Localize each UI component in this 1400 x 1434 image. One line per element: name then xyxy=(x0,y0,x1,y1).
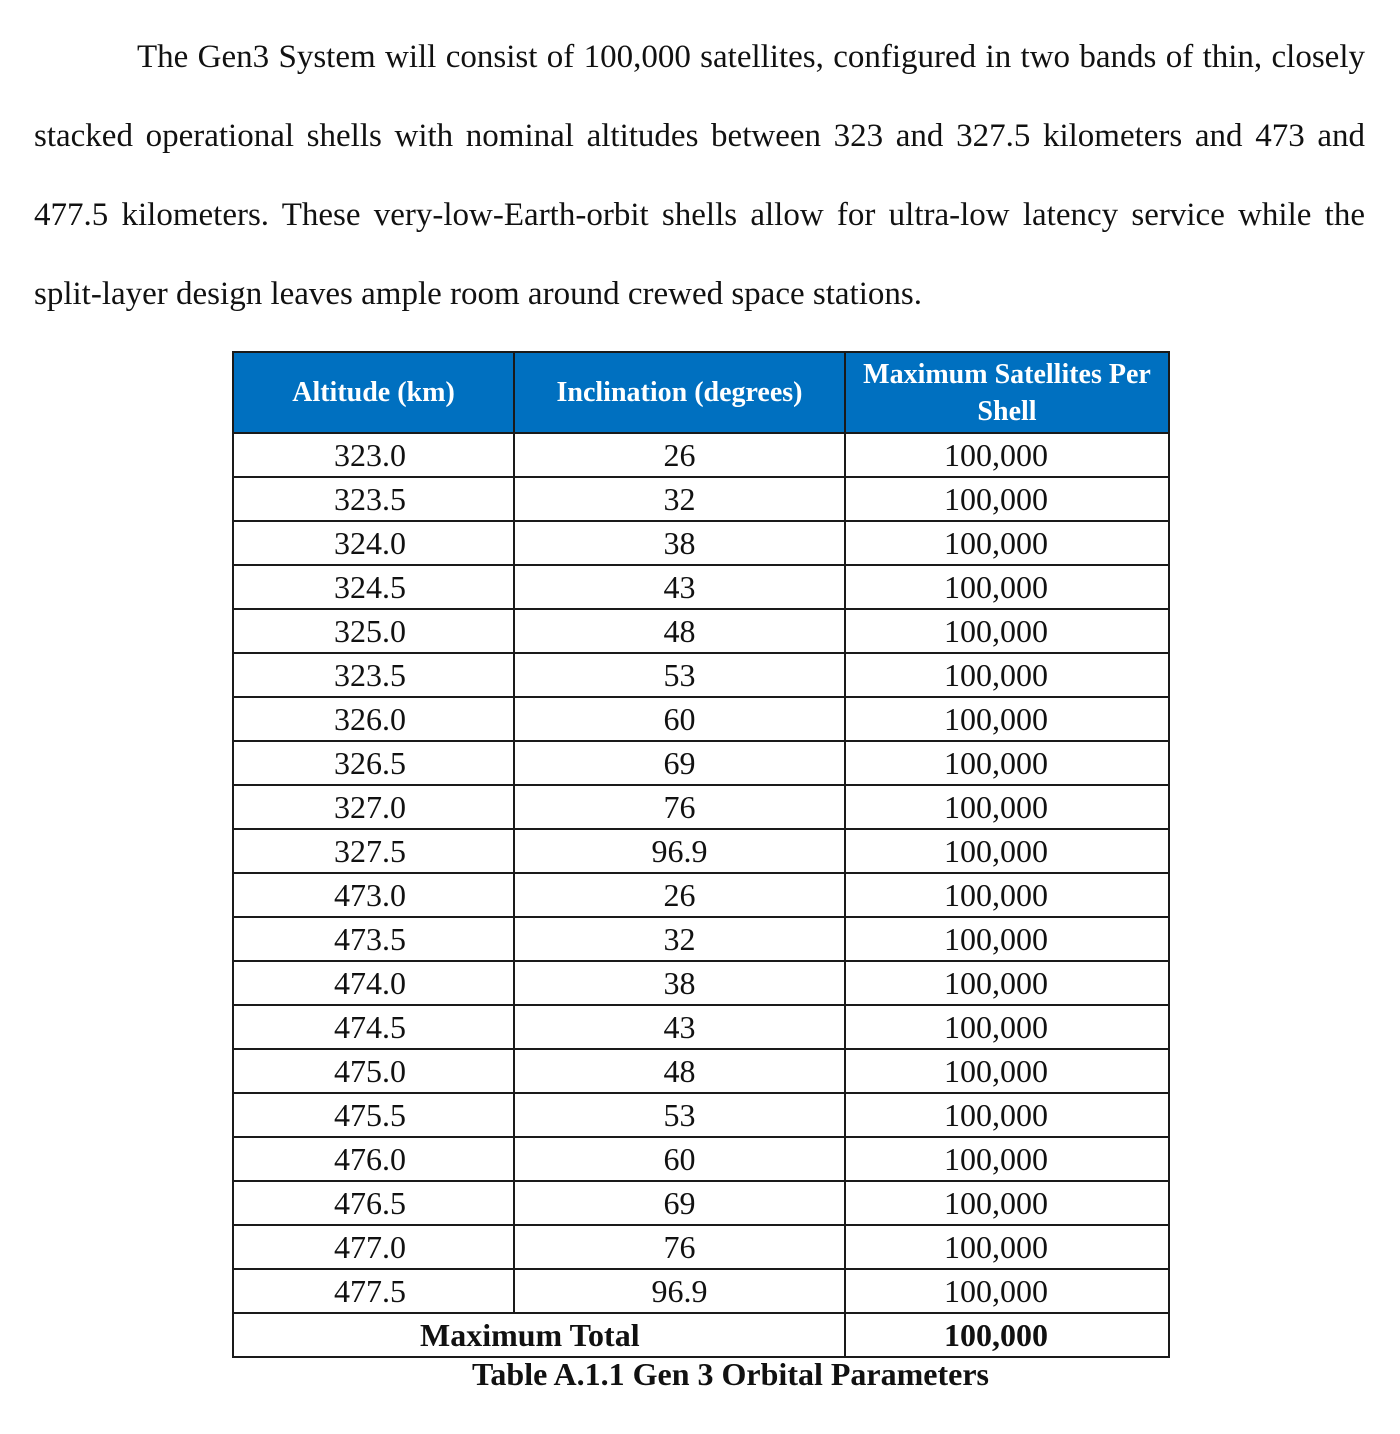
table-caption: Table A.1.1 Gen 3 Orbital Parameters xyxy=(472,1356,989,1392)
inclination-cell: 96.9 xyxy=(514,1269,845,1313)
altitude-cell: 325.0 xyxy=(233,609,514,653)
max-satellites-cell: 100,000 xyxy=(845,697,1169,741)
max-satellites-cell: 100,000 xyxy=(845,1181,1169,1225)
table-row xyxy=(233,1093,1169,1137)
altitude-cell: 326.0 xyxy=(233,697,514,741)
max-satellites-cell: 100,000 xyxy=(845,873,1169,917)
inclination-cell: 26 xyxy=(514,873,845,917)
inclination-cell: 32 xyxy=(514,917,845,961)
inclination-cell: 76 xyxy=(514,1225,845,1269)
altitude-cell: 327.0 xyxy=(233,785,514,829)
altitude-cell: 476.5 xyxy=(233,1181,514,1225)
orbital-parameters-table-container xyxy=(232,351,1168,1358)
inclination-cell: 38 xyxy=(514,961,845,1005)
table-row xyxy=(233,521,1169,565)
altitude-cell: 473.5 xyxy=(233,917,514,961)
table-row xyxy=(233,609,1169,653)
inclination-cell: 60 xyxy=(514,1137,845,1181)
max-satellites-cell: 100,000 xyxy=(845,741,1169,785)
max-satellites-cell: 100,000 xyxy=(845,653,1169,697)
total-label: Maximum Total xyxy=(233,1313,845,1357)
column-header-inclination: Inclination (degrees) xyxy=(514,352,845,433)
table-row xyxy=(233,697,1169,741)
table-row xyxy=(233,785,1169,829)
table-body xyxy=(233,433,1169,1313)
inclination-cell: 69 xyxy=(514,741,845,785)
orbital-parameters-table xyxy=(232,351,1170,1358)
total-value: 100,000 xyxy=(845,1313,1169,1357)
altitude-cell: 323.5 xyxy=(233,477,514,521)
max-satellites-cell: 100,000 xyxy=(845,433,1169,477)
intro-paragraph: The Gen3 System will consist of 100,000 satellites, configured in two bands of thin, closely stacked operational shells with nominal altitudes between 323 and 327.5 kilometers and 473 and 477.5 kilometers. These very-low-Earth-orbit shells allow for ultra-low latency service while the split-layer design leaves ample room around crewed space stations. xyxy=(34,39,1365,312)
max-satellites-cell: 100,000 xyxy=(845,477,1169,521)
total-row xyxy=(233,1313,1169,1357)
table-row xyxy=(233,477,1169,521)
max-satellites-cell: 100,000 xyxy=(845,961,1169,1005)
max-satellites-cell: 100,000 xyxy=(845,917,1169,961)
max-satellites-cell: 100,000 xyxy=(845,1269,1169,1313)
inclination-cell: 76 xyxy=(514,785,845,829)
altitude-cell: 475.5 xyxy=(233,1093,514,1137)
table-row xyxy=(233,917,1169,961)
max-satellites-cell: 100,000 xyxy=(845,1093,1169,1137)
altitude-cell: 477.0 xyxy=(233,1225,514,1269)
table-row xyxy=(233,741,1169,785)
table-row xyxy=(233,1269,1169,1313)
max-satellites-cell: 100,000 xyxy=(845,1049,1169,1093)
max-satellites-cell: 100,000 xyxy=(845,609,1169,653)
max-satellites-cell: 100,000 xyxy=(845,521,1169,565)
altitude-cell: 476.0 xyxy=(233,1137,514,1181)
inclination-cell: 38 xyxy=(514,521,845,565)
table-row xyxy=(233,1181,1169,1225)
altitude-cell: 475.0 xyxy=(233,1049,514,1093)
max-satellites-cell: 100,000 xyxy=(845,1005,1169,1049)
inclination-cell: 43 xyxy=(514,1005,845,1049)
max-satellites-cell: 100,000 xyxy=(845,1225,1169,1269)
column-header-max-satellites: Maximum Satellites Per Shell xyxy=(845,352,1169,433)
table-row xyxy=(233,433,1169,477)
table-row xyxy=(233,565,1169,609)
table-row xyxy=(233,1049,1169,1093)
inclination-cell: 96.9 xyxy=(514,829,845,873)
table-row xyxy=(233,873,1169,917)
inclination-cell: 26 xyxy=(514,433,845,477)
altitude-cell: 474.0 xyxy=(233,961,514,1005)
inclination-cell: 48 xyxy=(514,1049,845,1093)
inclination-cell: 43 xyxy=(514,565,845,609)
table-header-row xyxy=(233,352,1169,433)
table-row xyxy=(233,829,1169,873)
table-row xyxy=(233,1225,1169,1269)
inclination-cell: 48 xyxy=(514,609,845,653)
max-satellites-cell: 100,000 xyxy=(845,1137,1169,1181)
table-row xyxy=(233,1005,1169,1049)
altitude-cell: 323.0 xyxy=(233,433,514,477)
inclination-cell: 53 xyxy=(514,1093,845,1137)
table-row xyxy=(233,653,1169,697)
inclination-cell: 60 xyxy=(514,697,845,741)
max-satellites-cell: 100,000 xyxy=(845,829,1169,873)
inclination-cell: 32 xyxy=(514,477,845,521)
altitude-cell: 324.0 xyxy=(233,521,514,565)
altitude-cell: 327.5 xyxy=(233,829,514,873)
max-satellites-cell: 100,000 xyxy=(845,565,1169,609)
max-satellites-cell: 100,000 xyxy=(845,785,1169,829)
altitude-cell: 326.5 xyxy=(233,741,514,785)
inclination-cell: 69 xyxy=(514,1181,845,1225)
altitude-cell: 324.5 xyxy=(233,565,514,609)
altitude-cell: 473.0 xyxy=(233,873,514,917)
altitude-cell: 477.5 xyxy=(233,1269,514,1313)
table-row xyxy=(233,1137,1169,1181)
altitude-cell: 323.5 xyxy=(233,653,514,697)
inclination-cell: 53 xyxy=(514,653,845,697)
column-header-altitude: Altitude (km) xyxy=(233,352,514,433)
table-row xyxy=(233,961,1169,1005)
altitude-cell: 474.5 xyxy=(233,1005,514,1049)
